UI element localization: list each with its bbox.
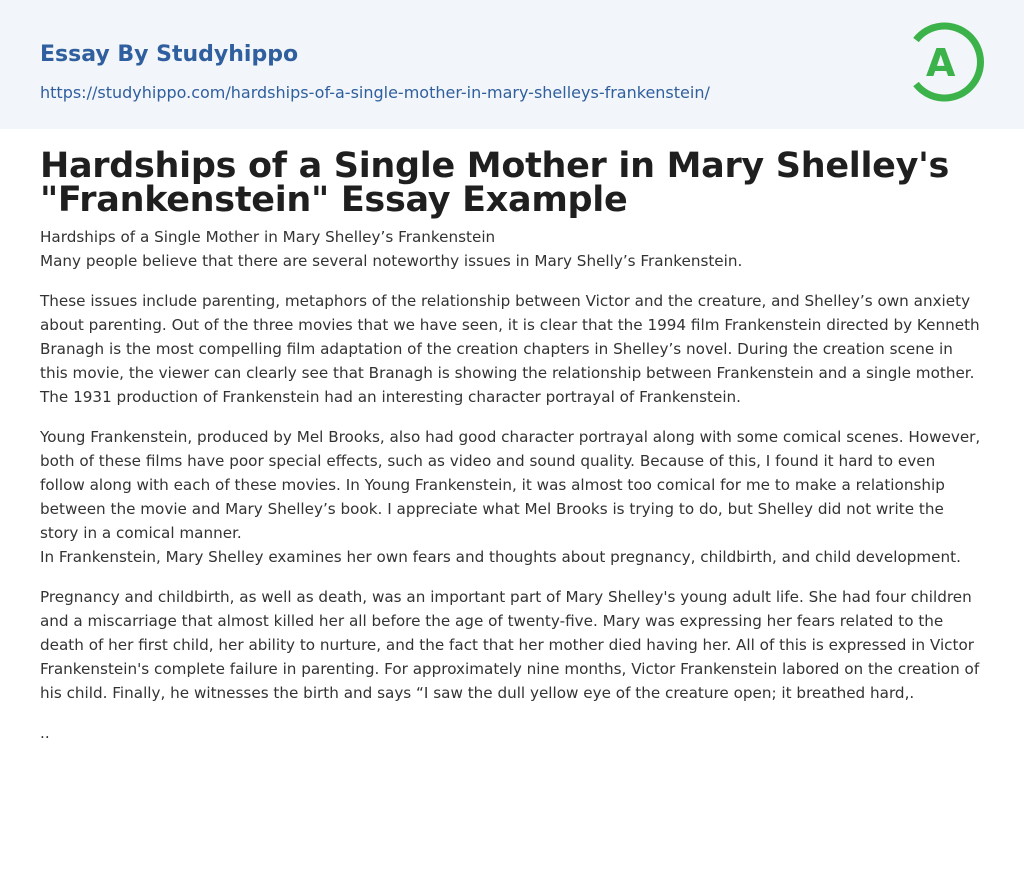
paragraph-young-frankenstein: Young Frankenstein, produced by Mel Brooks, also had good character portrayal along with some comical scenes. However, both of these films have poor special effects, such as video and sound quality. Because of this, I found it hard to even follow along with each of these movies. In Young Frankenstein, it was almost too comical for me to make a relationship between the movie and Mary Shelley’s book. I appreciate what Mel Brooks is trying to do, but Shelley did not write the story in a comical manner. bbox=[40, 428, 981, 542]
article-subtitle: Hardships of a Single Mother in Mary Shelley’s Frankenstein bbox=[40, 228, 496, 246]
article bbox=[0, 129, 1024, 745]
page-title: Hardships of a Single Mother in Mary Shelley's "Frankenstein" Essay Example bbox=[40, 146, 950, 220]
site-header bbox=[0, 0, 1024, 129]
paragraph-fears: In Frankenstein, Mary Shelley examines her own fears and thoughts about pregnancy, childbirth, and child development. bbox=[40, 548, 961, 566]
paragraph-issues: These issues include parenting, metaphors of the relationship between Victor and the creature, and Shelley’s own anxiety about parenting. Out of the three movies that we have seen, it is clear that the 1994 film Frankenstein directed by Kenneth Branagh is the most compelling film adaptation of the creation chapters in Shelley’s novel. During the creation scene in this movie, the viewer can clearly see that Branagh is showing the relationship between Frankenstein and a single mother. The 1931 production of Frankenstein had an interesting character portrayal of Frankenstein. bbox=[40, 292, 980, 406]
paragraph-pregnancy: Pregnancy and childbirth, as well as death, was an important part of Mary Shelley's young adult life. She had four children and a miscarriage that almost killed her all before the age of twenty-five. Mary was expressing her fears related to the death of her first child, her ability to nurture, and the fact that her mother died having her. All of this is expressed in Victor Frankenstein's complete failure in parenting. For approximately nine months, Victor Frankenstein labored on the creation of his child. Finally, he witnesses the birth and says “I saw the dull yellow eye of the creature open; it breathed hard,. bbox=[40, 588, 980, 702]
studyhippo-logo[interactable] bbox=[900, 20, 984, 104]
paragraph-ellipsis: .. bbox=[40, 724, 50, 742]
site-name[interactable]: Essay By Studyhippo bbox=[40, 42, 299, 67]
source-url-link[interactable]: https://studyhippo.com/hardships-of-a-single-mother-in-mary-shelleys-frankenstein/ bbox=[40, 83, 710, 102]
logo-letter: A bbox=[926, 41, 956, 85]
logo-icon bbox=[900, 20, 984, 104]
paragraph-intro: Many people believe that there are several noteworthy issues in Mary Shelly’s Frankenstein. bbox=[40, 252, 743, 270]
